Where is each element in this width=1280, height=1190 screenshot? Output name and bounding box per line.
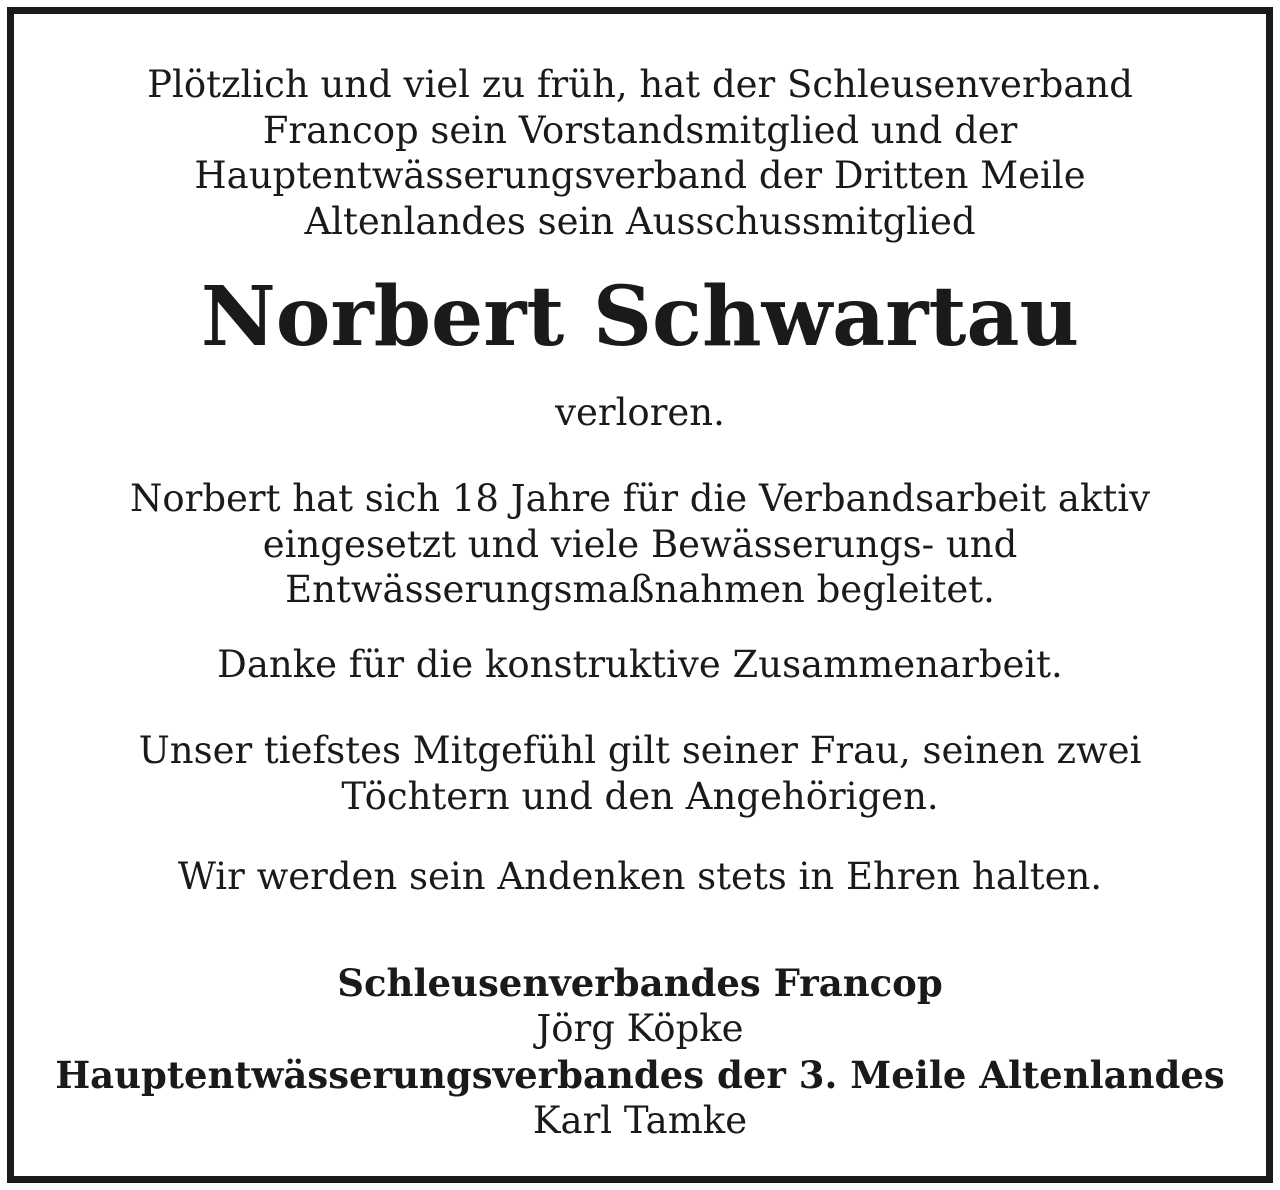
intro-line: Plötzlich und viel zu früh, hat der Schleusenverband xyxy=(147,63,1133,106)
sympathy-paragraph xyxy=(14,728,1266,819)
intro-paragraph xyxy=(14,62,1266,244)
intro-line: Hauptentwässerungsverband der Dritten Meile xyxy=(194,154,1086,197)
obituary-notice xyxy=(7,7,1273,1183)
signature-org-2: Hauptentwässerungsverbandes der 3. Meile Altenlandes xyxy=(55,1053,1225,1097)
signature-block xyxy=(14,960,1266,1144)
tribute-line: eingesetzt und viele Bewässerungs- und xyxy=(262,522,1018,566)
thanks-text: Danke für die konstruktive Zusammenarbeit. xyxy=(217,643,1063,686)
remembrance-text: Wir werden sein Andenken stets in Ehren halten. xyxy=(177,855,1103,898)
sympathy-line: Unser tiefstes Mitgefühl gilt seiner Frau, seinen zwei xyxy=(138,729,1142,772)
tribute-line: Norbert hat sich 18 Jahre für die Verbandsarbeit aktiv xyxy=(130,477,1150,520)
verloren-text: verloren. xyxy=(555,391,725,434)
signature-person-2: Karl Tamke xyxy=(532,1099,748,1142)
deceased-name: Norbert Schwartau xyxy=(200,269,1080,365)
tribute-paragraph xyxy=(14,476,1266,613)
sympathy-line: Töchtern und den Angehörigen. xyxy=(341,774,939,818)
intro-line: Altenlandes sein Ausschussmitglied xyxy=(304,199,976,243)
intro-line: Francop sein Vorstandsmitglied und der xyxy=(262,108,1018,152)
signature-org-1: Schleusenverbandes Francop xyxy=(337,961,943,1005)
signature-person-1: Jörg Köpke xyxy=(536,1007,744,1050)
tribute-line: Entwässerungsmaßnahmen begleitet. xyxy=(285,568,995,611)
